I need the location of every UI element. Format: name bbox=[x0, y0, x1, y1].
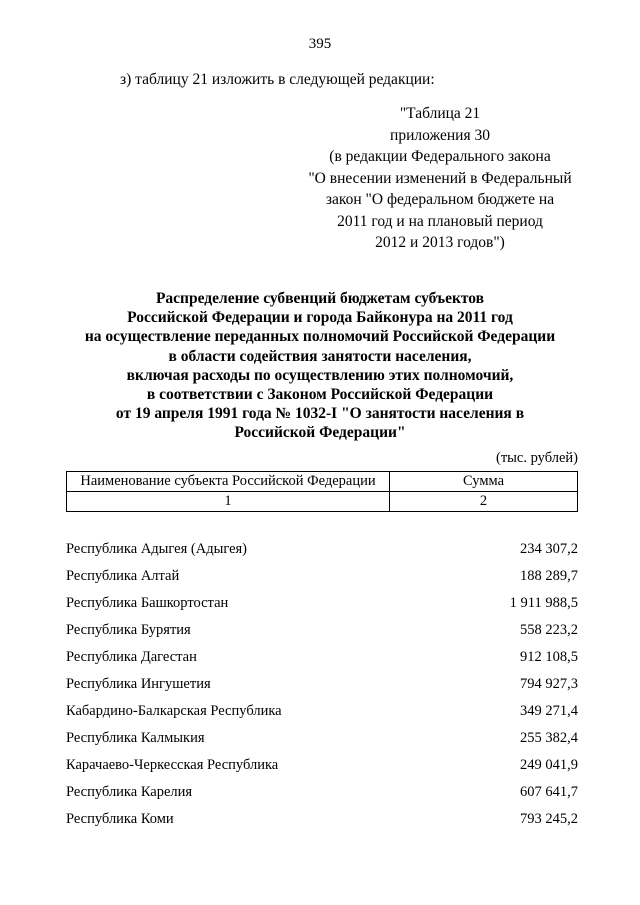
region-name: Карачаево-Черкесская Республика bbox=[66, 757, 279, 773]
table-row bbox=[66, 534, 578, 561]
region-amount: 255 382,4 bbox=[520, 730, 578, 746]
column-number-row bbox=[67, 492, 578, 512]
region-name: Республика Ингушетия bbox=[66, 676, 211, 692]
title-line: включая расходы по осуществлению этих полномочий, bbox=[126, 366, 514, 384]
page-number: 395 bbox=[308, 36, 332, 52]
region-name: Кабардино-Балкарская Республика bbox=[66, 703, 282, 719]
document-title bbox=[40, 289, 600, 443]
table-body bbox=[66, 534, 578, 831]
region-amount: 249 041,9 bbox=[520, 757, 578, 773]
region-name: Республика Дагестан bbox=[66, 649, 197, 665]
region-name: Республика Алтай bbox=[66, 568, 180, 584]
amendment-intro: з) таблицу 21 изложить в следующей редакции: bbox=[120, 71, 435, 88]
table-row bbox=[66, 723, 578, 750]
table-row bbox=[66, 642, 578, 669]
table-row bbox=[66, 777, 578, 804]
title-line: Российской Федерации" bbox=[234, 424, 406, 442]
title-line: Российской Федерации и города Байконура на 2011 год bbox=[127, 309, 513, 327]
units-label: (тыс. рублей) bbox=[496, 450, 578, 466]
reference-line: 2011 год и на плановый период bbox=[337, 212, 543, 230]
region-amount: 793 245,2 bbox=[520, 811, 578, 827]
table-row bbox=[66, 804, 578, 831]
table-row bbox=[66, 615, 578, 642]
table-row bbox=[66, 588, 578, 615]
title-line: на осуществление переданных полномочий Российской Федерации bbox=[84, 328, 556, 346]
reference-line: приложения 30 bbox=[390, 126, 490, 144]
region-name: Республика Калмыкия bbox=[66, 730, 205, 746]
table-row bbox=[66, 561, 578, 588]
table-row bbox=[66, 669, 578, 696]
reference-line: 2012 и 2013 годов") bbox=[375, 234, 505, 251]
region-name: Республика Бурятия bbox=[66, 622, 191, 638]
reference-line: "Таблица 21 bbox=[399, 105, 481, 122]
region-amount: 1 911 988,5 bbox=[509, 595, 578, 611]
column-header-amount: Сумма bbox=[390, 472, 578, 492]
column-number-2: 2 bbox=[390, 492, 578, 512]
header-row bbox=[67, 472, 578, 492]
title-line: в области содействия занятости населения, bbox=[168, 347, 472, 365]
reference-line: (в редакции Федерального закона bbox=[329, 148, 551, 165]
region-amount: 794 927,3 bbox=[520, 676, 578, 692]
region-name: Республика Карелия bbox=[66, 784, 193, 800]
table-row bbox=[66, 750, 578, 777]
title-line: от 19 апреля 1991 года № 1032-I "О занятости населения в bbox=[115, 405, 525, 423]
column-number-1: 1 bbox=[67, 492, 390, 512]
title-line: в соответствии с Законом Российской Федерации bbox=[146, 386, 494, 404]
region-amount: 188 289,7 bbox=[520, 568, 578, 584]
region-name: Республика Адыгея (Адыгея) bbox=[66, 541, 248, 557]
region-amount: 349 271,4 bbox=[520, 703, 578, 719]
reference-line: закон "О федеральном бюджете на bbox=[325, 191, 555, 208]
region-name: Республика Башкортостан bbox=[66, 595, 229, 611]
region-name: Республика Коми bbox=[66, 811, 174, 827]
region-amount: 607 641,7 bbox=[520, 784, 578, 800]
table-reference-block bbox=[290, 103, 590, 254]
reference-line: "О внесении изменений в Федеральный bbox=[308, 169, 572, 187]
region-amount: 558 223,2 bbox=[520, 622, 578, 638]
title-line: Распределение субвенций бюджетам субъектов bbox=[155, 290, 485, 307]
table-row bbox=[66, 696, 578, 723]
region-amount: 234 307,2 bbox=[520, 541, 578, 557]
region-amount: 912 108,5 bbox=[520, 649, 578, 665]
table-header bbox=[66, 471, 578, 512]
column-header-name: Наименование субъекта Российской Федерации bbox=[67, 472, 390, 492]
